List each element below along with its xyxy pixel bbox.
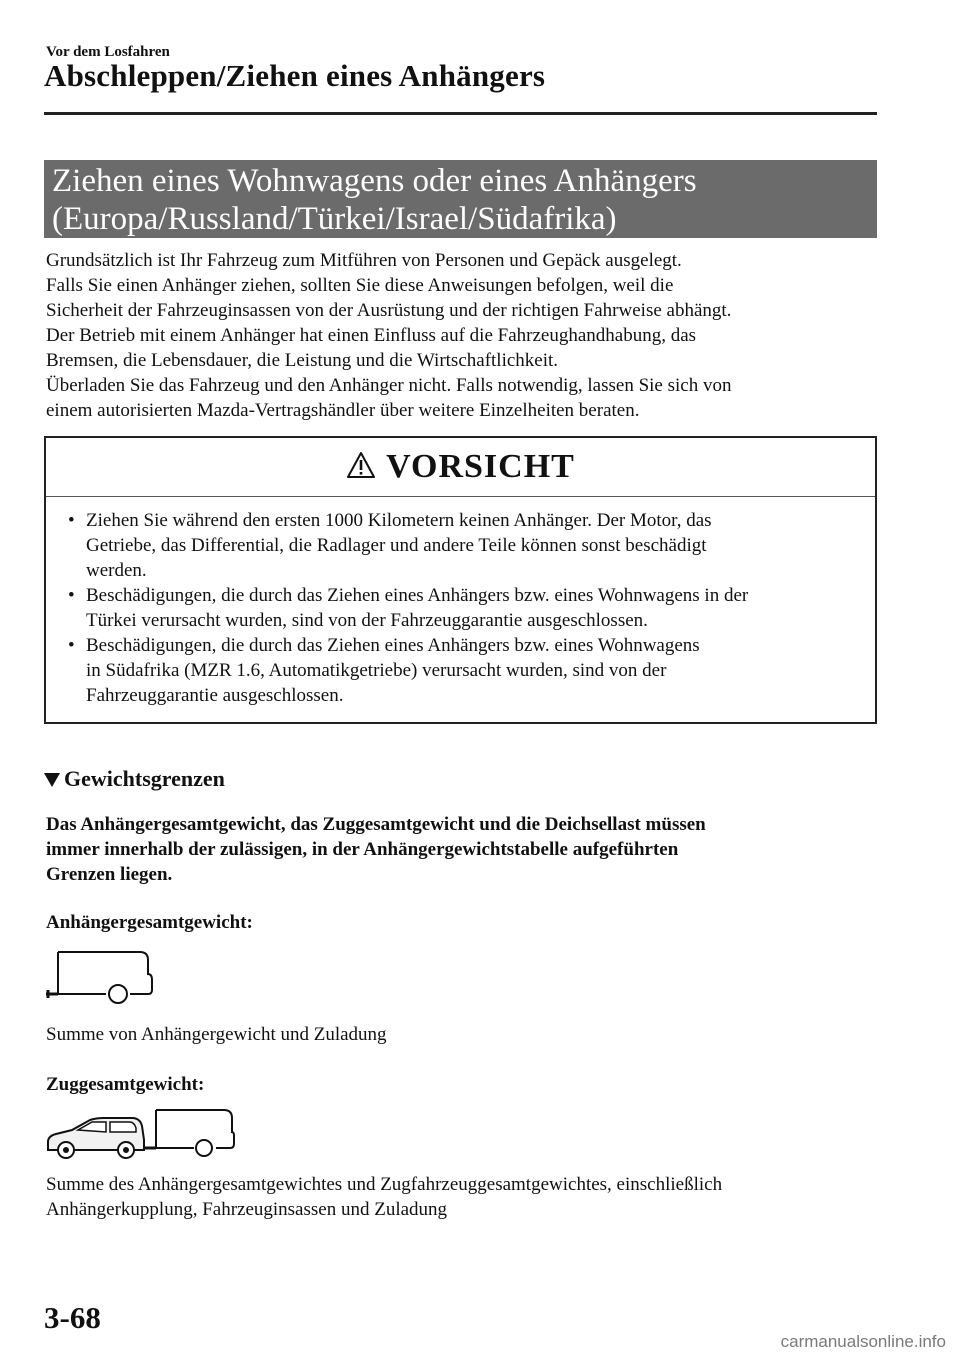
intro-line: Der Betrieb mit einem Anhänger hat einen Einfluss auf die Fahrzeughandhabung, das	[46, 325, 697, 346]
trailer-icon	[44, 944, 156, 1009]
trailer-weight-description	[46, 1022, 387, 1047]
caution-list	[46, 497, 875, 708]
weights-heading-text: Gewichtsgrenzen	[64, 766, 225, 791]
chapter-kicker: Vor dem Losfahren	[46, 44, 170, 60]
weights-intro	[46, 812, 706, 887]
caution-title: VORSICHT	[386, 448, 575, 485]
caution-item	[68, 583, 875, 633]
header-divider	[44, 112, 877, 115]
intro-line: Bremsen, die Lebensdauer, die Leistung und die Wirtschaftlichkeit.	[46, 350, 559, 371]
caution-header	[46, 438, 875, 497]
combination-weight-description	[46, 1172, 722, 1222]
caution-item-line: Beschädigungen, die durch das Ziehen eines Anhängers bzw. eines Wohnwagens	[86, 635, 700, 656]
trailer-weight-label: Anhängergesamtgewicht:	[46, 912, 253, 933]
weights-intro-line: Grenzen liegen.	[46, 864, 173, 885]
banner-title-line1: Ziehen eines Wohnwagens oder eines Anhängers	[52, 163, 697, 199]
caution-item-line: Fahrzeuggarantie ausgeschlossen.	[86, 685, 344, 706]
combination-weight-label: Zuggesamtgewicht:	[46, 1074, 205, 1095]
bullet: •	[68, 635, 75, 656]
caution-box	[44, 436, 877, 724]
combination-weight-description-line: Anhängerkupplung, Fahrzeuginsassen und Zuladung	[46, 1199, 448, 1220]
caution-item-line: werden.	[86, 560, 147, 581]
intro-line: Grundsätzlich ist Ihr Fahrzeug zum Mitführen von Personen und Gepäck ausgelegt.	[46, 250, 682, 271]
bullet: •	[68, 510, 75, 531]
intro-line: Falls Sie einen Anhänger ziehen, sollten Sie diese Anweisungen befolgen, weil die	[46, 275, 674, 296]
caution-item-line: Türkei verursacht wurden, sind von der Fahrzeuggarantie ausgeschlossen.	[86, 610, 648, 631]
trailer-weight-description-line: Summe von Anhängergewicht und Zuladung	[46, 1024, 387, 1045]
topic-banner	[44, 160, 877, 238]
caution-item	[68, 508, 875, 583]
bullet: •	[68, 585, 75, 606]
weights-intro-line: immer innerhalb der zulässigen, in der Anhängergewichtstabelle aufgeführten	[46, 839, 679, 860]
caution-item-line: in Südafrika (MZR 1.6, Automatikgetriebe) verursacht wurden, sind von der	[86, 660, 667, 681]
weights-heading	[44, 766, 225, 792]
intro-line: Sicherheit der Fahrzeuginsassen von der Ausrüstung und der richtigen Fahrweise abhängt.	[46, 300, 732, 321]
caution-item	[68, 633, 875, 708]
intro-line: einem autorisierten Mazda-Vertragshändler über weitere Einzelheiten beraten.	[46, 400, 640, 421]
watermark: carmanualsonline.info	[780, 1332, 946, 1351]
warning-triangle-icon	[346, 451, 376, 484]
intro-paragraph	[46, 248, 876, 423]
triangle-down-icon	[44, 773, 60, 787]
intro-line: Überladen Sie das Fahrzeug und den Anhänger nicht. Falls notwendig, lassen Sie sich von	[46, 375, 732, 396]
banner-title-line2: (Europa/Russland/Türkei/Israel/Südafrika)	[52, 201, 617, 237]
caution-item-line: Beschädigungen, die durch das Ziehen eines Anhängers bzw. eines Wohnwagens in der	[86, 585, 749, 606]
weights-intro-line: Das Anhängergesamtgewicht, das Zuggesamtgewicht und die Deichsellast müssen	[46, 814, 706, 835]
combination-weight-description-line: Summe des Anhängergesamtgewichtes und Zugfahrzeuggesamtgewichtes, einschließlich	[46, 1174, 723, 1195]
section-title: Abschleppen/Ziehen eines Anhängers	[44, 58, 546, 93]
caution-item-line: Ziehen Sie während den ersten 1000 Kilometern keinen Anhänger. Der Motor, das	[86, 510, 712, 531]
caution-item-line: Getriebe, das Differential, die Radlager und andere Teile können sonst beschädigt	[86, 535, 707, 556]
car-with-trailer-icon	[44, 1104, 236, 1169]
page-number: 3-68	[44, 1300, 101, 1335]
